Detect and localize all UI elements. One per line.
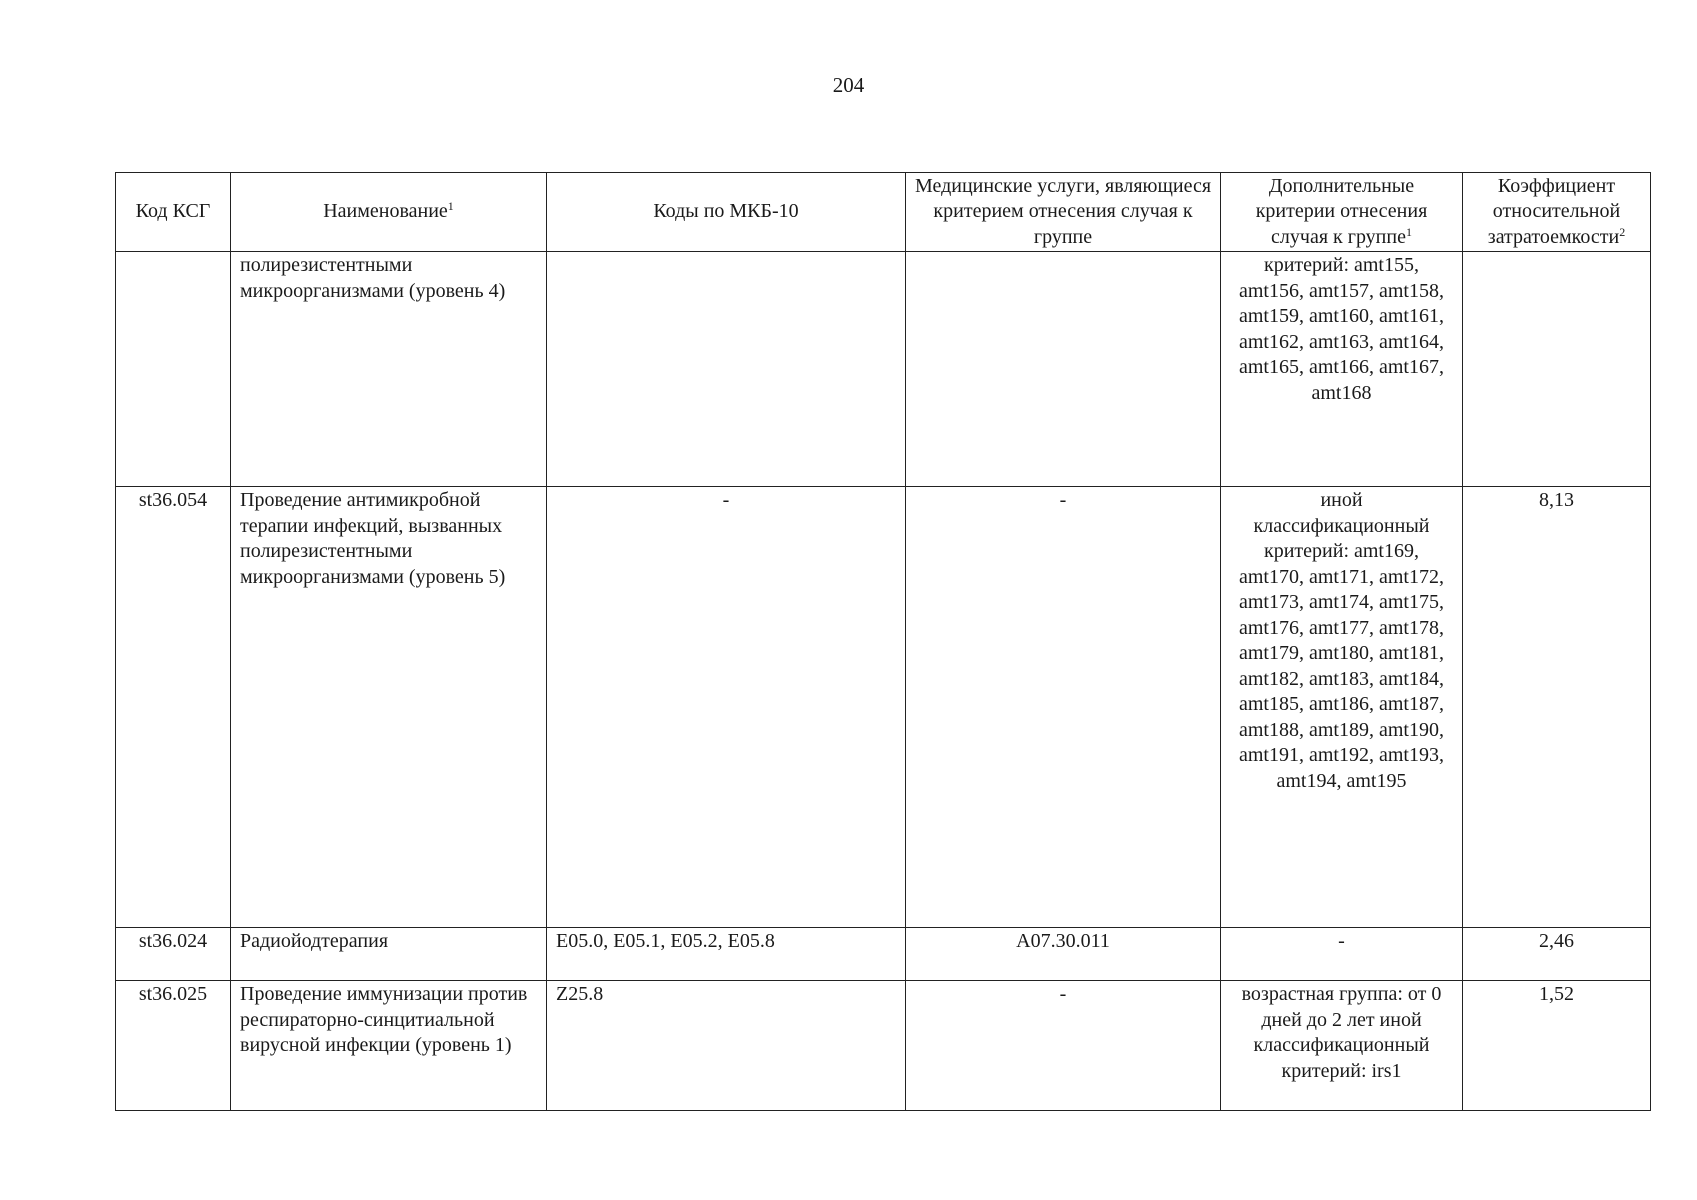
cell-coef (1463, 252, 1651, 487)
cell-name: полирезистентными микроорганизмами (уровень 4) (231, 252, 547, 487)
header-mkb: Коды по МКБ-10 (547, 173, 906, 252)
header-code: Код КСГ (116, 173, 231, 252)
cell-criteria: возрастная группа: от 0 дней до 2 лет иной классификационный критерий: irs1 (1221, 981, 1463, 1111)
cell-services: - (906, 487, 1221, 928)
footnote-ref: 1 (1405, 224, 1412, 239)
cell-mkb: - (547, 487, 906, 928)
header-criteria: Дополнительные критерии отнесения случая к группе$^1$ (1221, 173, 1463, 252)
cell-criteria: критерий: amt155, amt156, amt157, amt158, amt159, amt160, amt161, amt162, amt163, amt164, amt165, amt166, amt167, amt168 (1221, 252, 1463, 487)
cell-coef: 2,46 (1463, 928, 1651, 981)
footnote-ref: 2 (1619, 224, 1626, 239)
cell-coef: 8,13 (1463, 487, 1651, 928)
header-services: Медицинские услуги, являющиеся критерием отнесения случая к группе (906, 173, 1221, 252)
table-row (116, 981, 1651, 1111)
cell-code: st36.025 (116, 981, 231, 1111)
cell-code (116, 252, 231, 487)
cell-mkb: Z25.8 (547, 981, 906, 1111)
cell-name: Проведение антимикробной терапии инфекций, вызванных полирезистентными микроорганизмами (уровень 5) (231, 487, 547, 928)
ksg-table (115, 172, 1651, 1111)
cell-mkb (547, 252, 906, 487)
cell-services: - (906, 981, 1221, 1111)
cell-name: Радиойодтерапия (231, 928, 547, 981)
cell-criteria: - (1221, 928, 1463, 981)
cell-criteria: иной классификационный критерий: amt169, amt170, amt171, amt172, amt173, amt174, amt175, amt176, amt177, amt178, amt179, amt180, amt181, amt182, amt183, amt184, amt185, amt186, amt187, amt188, amt189, amt190, amt191, amt192, amt193, amt194, amt195 (1221, 487, 1463, 928)
cell-name: Проведение иммунизации против респираторно-синцитиальной вирусной инфекции (уровень 1) (231, 981, 547, 1111)
header-name: Наименование$^1$ (231, 173, 547, 252)
table-row (116, 487, 1651, 928)
table-header-row (116, 173, 1651, 252)
cell-code: st36.024 (116, 928, 231, 981)
cell-services (906, 252, 1221, 487)
cell-mkb: E05.0, E05.1, E05.2, E05.8 (547, 928, 906, 981)
cell-coef: 1,52 (1463, 981, 1651, 1111)
footnote-ref: 1 (447, 199, 454, 214)
page-number: 204 (832, 73, 865, 97)
cell-code: st36.054 (116, 487, 231, 928)
header-coef: Коэффициент относительной затратоемкости$^2$ (1463, 173, 1651, 252)
table-row (116, 928, 1651, 981)
cell-services: A07.30.011 (906, 928, 1221, 981)
table-row (116, 252, 1651, 487)
